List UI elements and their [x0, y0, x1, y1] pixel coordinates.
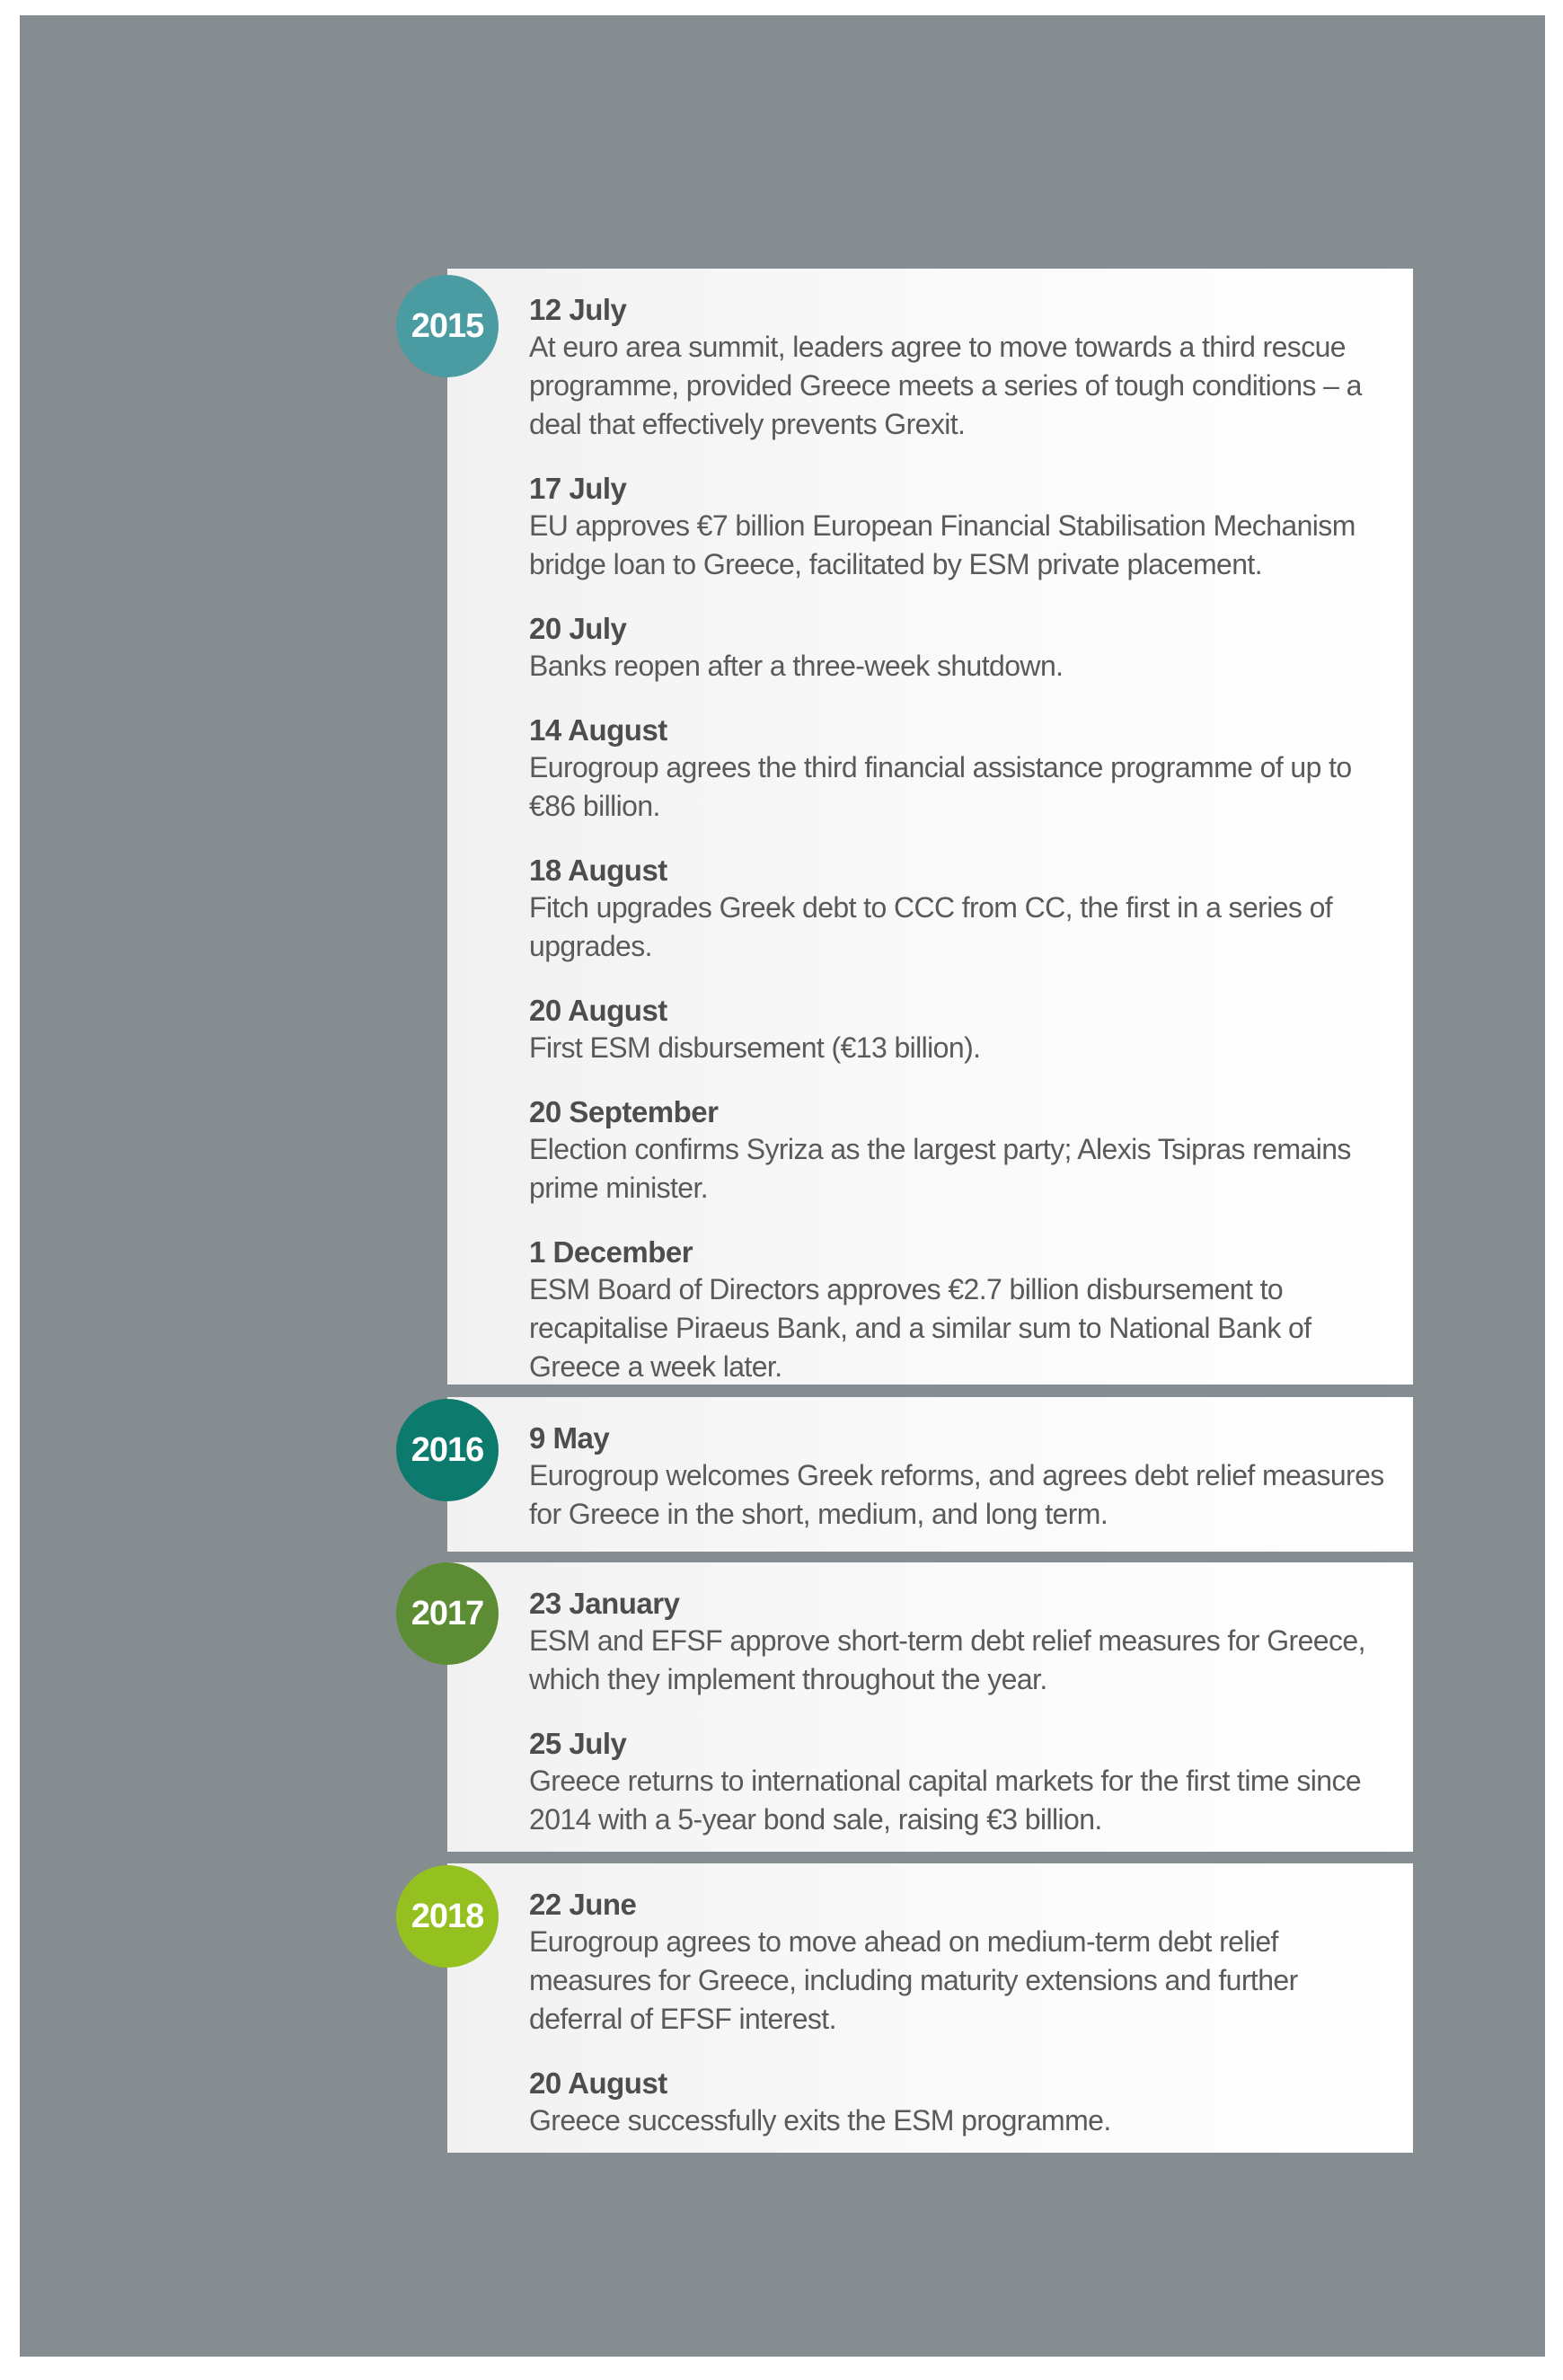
timeline-block-2017 — [447, 1562, 1413, 1852]
event-date: 14 August — [529, 713, 667, 747]
event-description: ESM and EFSF approve short-term debt relief measures for Greece, which they implement throughout the year. — [529, 1624, 1365, 1695]
event-description: Eurogroup agrees the third financial assistance programme of up to €86 billion. — [529, 751, 1352, 822]
timeline-block-2016 — [447, 1397, 1413, 1552]
year-badge-2015: 2015 — [396, 275, 499, 377]
event-date: 18 August — [529, 854, 667, 887]
event-date: 23 January — [529, 1587, 680, 1620]
event-date: 9 May — [529, 1421, 610, 1455]
event-description: ESM Board of Directors approves €2.7 billion disbursement to recapitalise Piraeus Bank, and a similar sum to National Bank of Greece a week later. — [529, 1273, 1311, 1383]
year-badge-2017: 2017 — [396, 1562, 499, 1665]
timeline-event — [529, 1887, 1386, 2039]
year-badge-2018: 2018 — [396, 1865, 499, 1968]
timeline-event — [529, 2066, 1386, 2140]
event-date: 20 August — [529, 994, 667, 1027]
timeline-event — [529, 292, 1386, 444]
event-description: Greece successfully exits the ESM programme. — [529, 2104, 1111, 2137]
event-description: Greece returns to international capital markets for the first time since 2014 with a 5-year bond sale, raising €3 billion. — [529, 1765, 1362, 1836]
event-date: 20 July — [529, 612, 627, 645]
timeline-block-2018 — [447, 1863, 1413, 2153]
event-description: First ESM disbursement (€13 billion). — [529, 1031, 981, 1064]
event-description: Eurogroup agrees to move ahead on medium-term debt relief measures for Greece, including maturity extensions and further deferral of EFSF interest. — [529, 1925, 1298, 2035]
event-description: Banks reopen after a three-week shutdown. — [529, 650, 1064, 682]
event-date: 20 August — [529, 2066, 667, 2100]
timeline-event — [529, 1094, 1386, 1208]
event-description: Fitch upgrades Greek debt to CCC from CC, the first in a series of upgrades. — [529, 891, 1333, 962]
timeline-event — [529, 1420, 1386, 1534]
event-date: 1 December — [529, 1235, 693, 1269]
year-badge-2016: 2016 — [396, 1399, 499, 1501]
event-description: At euro area summit, leaders agree to move towards a third rescue programme, provided Greece meets a series of tough conditions – a deal that effectively prevents Grexit. — [529, 331, 1362, 440]
timeline-event — [529, 993, 1386, 1067]
timeline-event — [529, 471, 1386, 584]
timeline-event — [529, 1234, 1386, 1386]
timeline-event — [529, 611, 1386, 686]
event-date: 22 June — [529, 1888, 637, 1921]
timeline-block-2015 — [447, 269, 1413, 1385]
event-description: EU approves €7 billion European Financial Stabilisation Mechanism bridge loan to Greece, facilitated by ESM private placement. — [529, 509, 1355, 580]
timeline-event — [529, 1586, 1386, 1699]
event-date: 17 July — [529, 472, 627, 505]
timeline-event — [529, 712, 1386, 826]
event-date: 20 September — [529, 1095, 719, 1128]
timeline-panel — [20, 15, 1545, 2357]
timeline-event — [529, 853, 1386, 966]
event-date: 25 July — [529, 1727, 627, 1760]
event-description: Eurogroup welcomes Greek reforms, and agrees debt relief measures for Greece in the short, medium, and long term. — [529, 1459, 1384, 1530]
event-date: 12 July — [529, 293, 627, 326]
timeline-event — [529, 1726, 1386, 1839]
event-description: Election confirms Syriza as the largest party; Alexis Tsipras remains prime minister. — [529, 1133, 1351, 1204]
